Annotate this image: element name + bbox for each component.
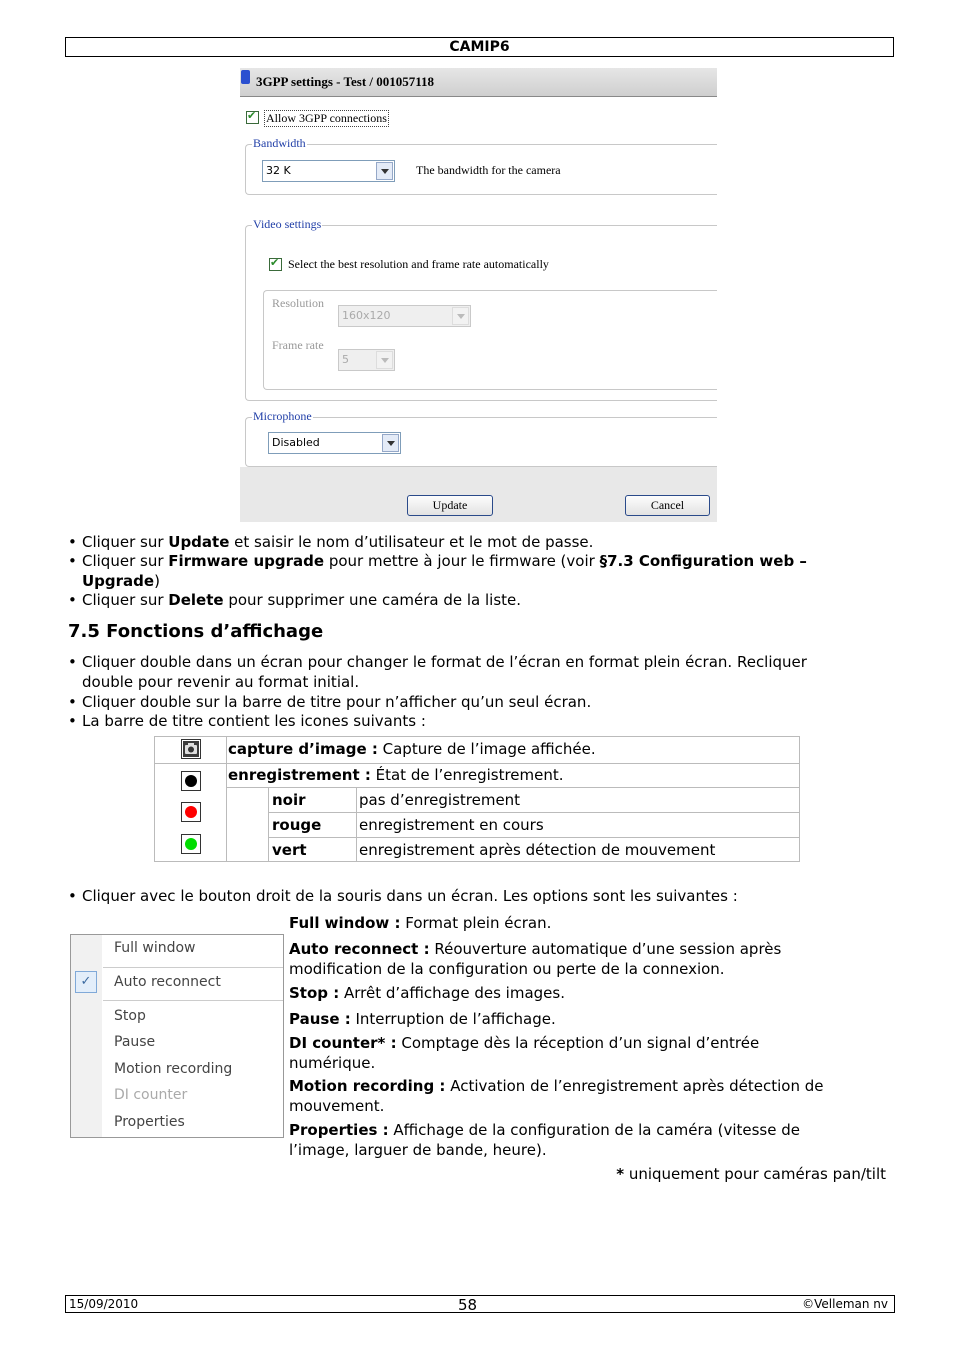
menu-gutter xyxy=(71,935,102,1137)
bold-text: Properties : xyxy=(289,1121,389,1139)
microphone-select[interactable] xyxy=(268,432,401,454)
description-properties xyxy=(289,1121,869,1160)
bandwidth-description: The bandwidth for the camera xyxy=(416,163,561,177)
bold-text: DI counter* : xyxy=(289,1034,397,1052)
record-green-icon xyxy=(181,834,201,854)
resolution-label: Resolution xyxy=(272,296,325,310)
chevron-down-icon[interactable] xyxy=(376,351,393,369)
section-title: 7.5 Fonctions d’affichage xyxy=(68,621,324,642)
camera-icon xyxy=(181,739,201,759)
context-menu xyxy=(70,934,284,1138)
table-cell: vert xyxy=(272,841,307,859)
text: Interruption de l’affichage. xyxy=(350,1010,556,1028)
table-cell: noir xyxy=(272,791,306,809)
table-cell: enregistrement en cours xyxy=(359,816,544,834)
text: Cliquer avec le bouton droit de la souris dans un écran. Les options sont les suivantes : xyxy=(82,887,738,905)
description-stop xyxy=(289,984,869,1004)
bold-text: §7.3 Configuration web – xyxy=(599,552,807,570)
chevron-down-icon[interactable] xyxy=(376,162,393,180)
page-number: 58 xyxy=(458,1296,478,1314)
dialog-title-bar xyxy=(240,68,717,97)
cancel-button[interactable]: Cancel xyxy=(625,495,710,516)
list-item: • Cliquer avec le bouton droit de la souris dans un écran. Les options sont les suivantes : xyxy=(68,887,738,905)
page-header xyxy=(65,37,894,57)
text: Format plein écran. xyxy=(400,914,552,932)
text: modification de la configuration ou perte de la connexion. xyxy=(289,959,725,978)
description-motion-recording xyxy=(289,1077,869,1116)
chevron-down-icon[interactable] xyxy=(382,434,399,452)
bold-text: Firmware upgrade xyxy=(168,552,325,570)
capture-description xyxy=(228,740,596,758)
page-footer xyxy=(65,1295,895,1313)
text: double pour revenir au format initial. xyxy=(82,672,360,691)
3gpp-settings-dialog xyxy=(240,68,717,522)
microphone-value: Disabled xyxy=(272,436,320,449)
framerate-value: 5 xyxy=(342,353,349,366)
dialog-button-bar xyxy=(240,467,717,522)
text: État de l’enregistrement. xyxy=(370,766,564,784)
table-cell: enregistrement après détection de mouvement xyxy=(359,841,716,859)
list-item: • Cliquer sur Delete pour supprimer une caméra de la liste. xyxy=(68,591,522,609)
bold-text: Stop : xyxy=(289,984,340,1002)
text: Activation de l’enregistrement après détection de xyxy=(445,1077,824,1095)
bold-text: Full window : xyxy=(289,914,401,932)
bold-text: enregistrement : xyxy=(228,766,371,784)
text: Comptage dès la réception d’un signal d’entrée xyxy=(396,1034,760,1052)
list-item: • Cliquer double dans un écran pour changer le format de l’écran en format plein écran. Recliquer double pour revenir au format initial. xyxy=(68,653,807,691)
bold-text: Auto reconnect : xyxy=(289,940,430,958)
description-pause xyxy=(289,1010,869,1030)
text: La barre de titre contient les icones suivants : xyxy=(82,712,426,730)
menu-item-full-window[interactable]: Full window xyxy=(114,940,196,956)
text: Cliquer sur xyxy=(82,552,169,570)
header-title: CAMIP6 xyxy=(449,39,510,55)
list-item: • Cliquer sur Firmware upgrade pour mettre à jour le firmware (voir §7.3 Configuration web – Upgrade) xyxy=(68,552,807,590)
text: pour mettre à jour le firmware (voir xyxy=(324,552,600,570)
text: pour supprimer une caméra de la liste. xyxy=(223,591,522,609)
menu-item-properties[interactable]: Properties xyxy=(114,1114,185,1130)
bold-text: Pause : xyxy=(289,1010,351,1028)
recording-description xyxy=(228,766,564,784)
menu-separator xyxy=(103,1000,283,1001)
video-settings-group-label: Video settings xyxy=(253,217,322,231)
bold-text: Motion recording : xyxy=(289,1077,446,1095)
framerate-select[interactable] xyxy=(338,349,395,371)
text: Réouverture automatique d’une session après xyxy=(429,940,782,958)
footer-date: 15/09/2010 xyxy=(69,1297,139,1311)
microphone-group-label: Microphone xyxy=(253,409,312,423)
text: uniquement pour caméras pan/tilt xyxy=(624,1165,886,1183)
record-red-icon xyxy=(181,802,201,822)
bandwidth-value: 32 K xyxy=(266,164,291,177)
text: Capture de l’image affichée. xyxy=(377,740,596,758)
text: mouvement. xyxy=(289,1096,385,1115)
resolution-group xyxy=(263,290,717,390)
description-full-window xyxy=(289,914,869,934)
text: Cliquer double sur la barre de titre pour n’afficher qu’un seul écran. xyxy=(82,693,592,711)
framerate-label: Frame rate xyxy=(272,338,324,352)
dialog-title: 3GPP settings - Test / 001057118 xyxy=(256,74,435,89)
bold-text: capture d’image : xyxy=(228,740,378,758)
list-item: • Cliquer sur Update et saisir le nom d’utilisateur et le mot de passe. xyxy=(68,533,594,551)
check-icon: ✓ xyxy=(75,971,97,993)
footer-copyright: ©Velleman nv xyxy=(802,1297,888,1311)
update-button[interactable]: Update xyxy=(407,495,493,516)
text: Affichage de la configuration de la caméra (vitesse de xyxy=(388,1121,800,1139)
bandwidth-select[interactable] xyxy=(262,160,395,182)
text: numérique. xyxy=(289,1053,376,1072)
description-di-counter xyxy=(289,1034,869,1073)
list-item: • La barre de titre contient les icones suivants : xyxy=(68,712,426,730)
menu-item-pause[interactable]: Pause xyxy=(114,1034,156,1050)
table-cell: pas d’enregistrement xyxy=(359,791,521,809)
footnote xyxy=(616,1165,886,1183)
record-black-icon xyxy=(181,771,201,791)
bold-text: * xyxy=(616,1165,625,1183)
bold-text: Upgrade xyxy=(82,571,155,590)
bold-text: Delete xyxy=(168,591,224,609)
text: Cliquer double dans un écran pour changer le format de l’écran en format plein écran. Recliquer xyxy=(82,653,807,671)
list-item: • Cliquer double sur la barre de titre pour n’afficher qu’un seul écran. xyxy=(68,693,592,711)
allow-3gpp-label: Allow 3GPP connections xyxy=(266,111,387,125)
icon-table xyxy=(154,736,800,862)
menu-separator xyxy=(103,967,283,968)
bold-text: Update xyxy=(168,533,230,551)
text: et saisir le nom d’utilisateur et le mot de passe. xyxy=(229,533,594,551)
bandwidth-group-label: Bandwidth xyxy=(253,136,306,150)
menu-item-di-counter: DI counter xyxy=(114,1087,188,1103)
table-cell: rouge xyxy=(272,816,322,834)
text: Cliquer sur xyxy=(82,533,169,551)
chevron-down-icon[interactable] xyxy=(452,307,469,325)
description-auto-reconnect xyxy=(289,940,869,979)
text: Arrêt d’affichage des images. xyxy=(339,984,565,1002)
menu-item-motion-recording[interactable]: Motion recording xyxy=(114,1061,233,1077)
menu-item-auto-reconnect[interactable]: Auto reconnect xyxy=(114,974,221,990)
text: l’image, larguer de bande, heure). xyxy=(289,1140,547,1159)
auto-resolution-label: Select the best resolution and frame rate automatically xyxy=(288,257,549,271)
allow-3gpp-checkbox[interactable] xyxy=(246,111,259,124)
text: Cliquer sur xyxy=(82,591,169,609)
menu-item-stop[interactable]: Stop xyxy=(114,1008,146,1024)
resolution-value: 160x120 xyxy=(342,309,391,322)
app-icon xyxy=(241,70,250,84)
auto-resolution-checkbox[interactable] xyxy=(269,258,282,271)
text: ) xyxy=(154,571,160,590)
resolution-select[interactable] xyxy=(338,305,471,327)
